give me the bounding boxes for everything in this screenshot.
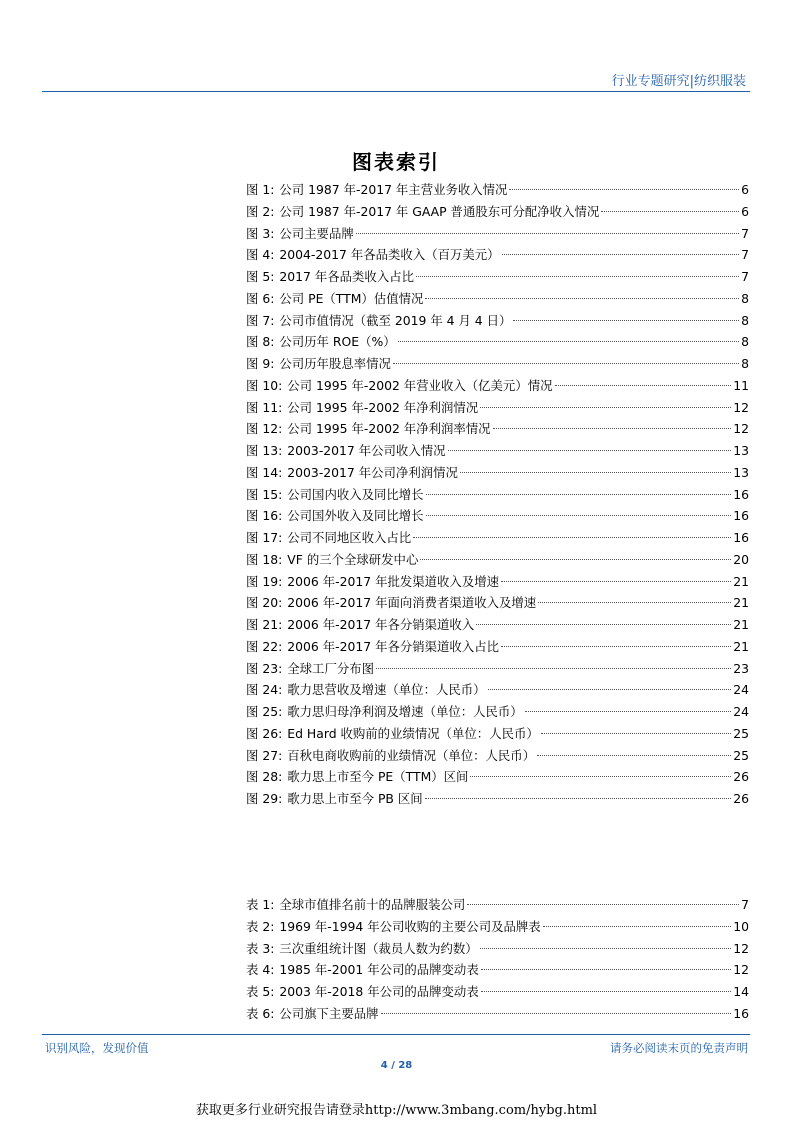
figure-label: 图 17: — [246, 530, 283, 545]
dot-leader — [356, 233, 739, 234]
figure-title: 公司历年股息率情况 — [279, 356, 391, 371]
table-title: 1969 年-1994 年公司收购的主要公司及品牌表 — [279, 918, 541, 934]
dot-leader — [480, 948, 732, 949]
table-label: 表 3: — [246, 940, 275, 956]
figure-label: 图 8: — [246, 334, 275, 350]
table-title: 2003 年-2018 年公司的品牌变动表 — [279, 984, 479, 999]
figure-entry[interactable] — [246, 549, 749, 571]
figure-title: 公司市值情况（截至 2019 年 4 月 4 日） — [279, 312, 512, 328]
figure-page-number: 13 — [733, 443, 749, 458]
dot-leader — [476, 624, 731, 625]
figure-entry[interactable] — [246, 462, 749, 484]
figure-page-number: 25 — [733, 725, 749, 741]
dot-leader — [398, 341, 739, 342]
table-page-number: 12 — [733, 962, 749, 978]
dot-leader — [543, 926, 732, 927]
figure-entry[interactable] — [246, 484, 749, 506]
figure-page-number: 8 — [741, 312, 749, 328]
figure-title: 百秋电商收购前的业绩情况（单位：人民币） — [287, 747, 536, 763]
figure-title: 公司 1987 年-2017 年主营业务收入情况 — [279, 182, 508, 197]
figure-title: 公司不同地区收入占比 — [287, 530, 412, 545]
figure-page-number: 16 — [733, 508, 749, 524]
figure-entry[interactable] — [246, 375, 749, 397]
figure-title: 全球工厂分布图 — [287, 660, 375, 676]
figure-title: 公司 1995 年-2002 年净利润率情况 — [287, 421, 491, 437]
figure-index-list — [246, 179, 749, 810]
figure-page-number: 7 — [741, 269, 749, 284]
table-label: 表 5: — [246, 984, 275, 999]
figure-entry[interactable] — [246, 571, 749, 593]
table-entry[interactable] — [246, 981, 749, 1003]
table-title: 全球市值排名前十的品牌服装公司 — [279, 897, 466, 912]
figure-label: 图 26: — [246, 725, 283, 741]
table-title: 1985 年-2001 年公司的品牌变动表 — [279, 962, 479, 978]
promo-link[interactable]: 获取更多行业研究报告请登录http://www.3mbang.com/hybg.html — [195, 1103, 598, 1118]
dot-leader — [425, 298, 739, 299]
dot-leader — [481, 991, 732, 992]
table-label: 表 4: — [246, 962, 275, 978]
report-category: 行业专题研究|纺织服装 — [611, 74, 746, 89]
dot-leader — [537, 755, 731, 756]
figure-title: 2003-2017 年公司收入情况 — [287, 443, 446, 458]
dot-leader — [426, 515, 732, 516]
figure-page-number: 12 — [733, 421, 749, 437]
figure-entry[interactable] — [246, 418, 749, 440]
footer-slogan: 识别风险，发现价值 — [45, 1041, 149, 1055]
figure-entry[interactable] — [246, 505, 749, 527]
figure-title: 2006 年-2017 年各分销渠道收入 — [287, 617, 475, 632]
figure-label: 图 10: — [246, 377, 283, 393]
dot-leader — [493, 428, 732, 429]
figure-page-number: 11 — [733, 377, 749, 393]
figure-entry[interactable] — [246, 701, 749, 723]
figure-title: 2006 年-2017 年批发渠道收入及增速 — [287, 573, 499, 589]
dot-leader — [501, 646, 731, 647]
figure-title: 歌力思上市至今 PB 区间 — [287, 791, 423, 806]
figure-page-number: 26 — [733, 791, 749, 806]
dot-leader — [448, 450, 732, 451]
figure-entry[interactable] — [246, 592, 749, 614]
figure-label: 图 7: — [246, 312, 275, 328]
figure-title: 公司 1987 年-2017 年 GAAP 普通股东可分配净收入情况 — [279, 203, 600, 219]
figure-entry[interactable] — [246, 331, 749, 353]
figure-page-number: 6 — [741, 182, 749, 197]
figure-entry[interactable] — [246, 745, 749, 767]
figure-title: 2003-2017 年公司净利润情况 — [287, 464, 458, 480]
table-page-number: 16 — [733, 1005, 749, 1021]
dot-leader — [501, 581, 731, 582]
figure-entry[interactable] — [246, 679, 749, 701]
figure-page-number: 13 — [733, 464, 749, 480]
page-title: 图表索引 — [352, 150, 440, 174]
dot-leader — [470, 776, 731, 777]
figure-entry[interactable] — [246, 440, 749, 462]
figure-label: 图 23: — [246, 660, 283, 676]
footer-divider — [42, 1034, 750, 1035]
figure-page-number: 21 — [733, 595, 749, 611]
figure-page-number: 21 — [733, 638, 749, 654]
figure-label: 图 2: — [246, 203, 275, 219]
figure-label: 图 14: — [246, 464, 283, 480]
figure-entry[interactable] — [246, 201, 749, 223]
dot-leader — [376, 668, 731, 669]
table-page-number: 14 — [733, 984, 749, 999]
dot-leader — [460, 472, 731, 473]
figure-page-number: 8 — [741, 356, 749, 371]
figure-label: 图 21: — [246, 617, 283, 632]
figure-page-number: 7 — [741, 225, 749, 241]
figure-entry[interactable] — [246, 266, 749, 288]
figure-title: Ed Hard 收购前的业绩情况（单位：人民币） — [287, 725, 539, 741]
figure-title: 2004-2017 年各品类收入（百万美元） — [279, 247, 500, 263]
figure-entry[interactable] — [246, 614, 749, 636]
figure-entry[interactable] — [246, 723, 749, 745]
dot-leader — [513, 320, 739, 321]
figure-page-number: 24 — [733, 682, 749, 698]
table-index-list — [246, 894, 749, 1025]
figure-entry[interactable] — [246, 179, 749, 201]
dot-leader — [541, 733, 731, 734]
figure-label: 图 6: — [246, 290, 275, 306]
figure-title: 歌力思营收及增速（单位：人民币） — [287, 682, 486, 698]
table-entry[interactable] — [246, 916, 749, 938]
figure-title: 2006 年-2017 年面向消费者渠道收入及增速 — [287, 595, 537, 611]
figure-page-number: 6 — [741, 203, 749, 219]
figure-entry[interactable] — [246, 527, 749, 549]
dot-leader — [509, 189, 739, 190]
figure-title: VF 的三个全球研发中心 — [287, 551, 419, 567]
dot-leader — [525, 711, 732, 712]
figure-label: 图 25: — [246, 704, 283, 719]
dot-leader — [488, 689, 732, 690]
table-page-number: 10 — [733, 918, 749, 934]
figure-label: 图 24: — [246, 682, 283, 698]
figure-entry[interactable] — [246, 658, 749, 680]
table-label: 表 1: — [246, 897, 275, 912]
figure-title: 2017 年各品类收入占比 — [279, 269, 414, 284]
figure-entry[interactable] — [246, 310, 749, 332]
figure-title: 歌力思上市至今 PE（TTM）区间 — [287, 769, 469, 785]
dot-leader — [381, 1013, 732, 1014]
figure-entry[interactable] — [246, 223, 749, 245]
figure-entry[interactable] — [246, 766, 749, 788]
figure-label: 图 12: — [246, 421, 283, 437]
figure-title: 公司主要品牌 — [279, 225, 354, 241]
figure-entry[interactable] — [246, 244, 749, 266]
figure-title: 公司 1995 年-2002 年营业收入（亿美元）情况 — [287, 377, 553, 393]
figure-label: 图 11: — [246, 399, 283, 415]
dot-leader — [425, 798, 732, 799]
table-page-number: 12 — [733, 940, 749, 956]
page-number: 4 / 28 — [380, 1060, 413, 1071]
figure-entry[interactable] — [246, 353, 749, 375]
figure-page-number: 8 — [741, 334, 749, 350]
figure-page-number: 12 — [733, 399, 749, 415]
figure-title: 歌力思归母净利润及增速（单位：人民币） — [287, 704, 523, 719]
figure-label: 图 13: — [246, 443, 283, 458]
figure-title: 公司历年 ROE（%） — [279, 334, 396, 350]
figure-page-number: 21 — [733, 617, 749, 632]
figure-page-number: 26 — [733, 769, 749, 785]
figure-entry[interactable] — [246, 288, 749, 310]
figure-page-number: 8 — [741, 290, 749, 306]
figure-label: 图 28: — [246, 769, 283, 785]
figure-label: 图 16: — [246, 508, 283, 524]
figure-label: 图 27: — [246, 747, 283, 763]
table-title: 公司旗下主要品牌 — [279, 1005, 379, 1021]
figure-title: 公司 1995 年-2002 年净利润情况 — [287, 399, 479, 415]
figure-title: 公司国内收入及同比增长 — [287, 486, 424, 502]
table-label: 表 2: — [246, 918, 275, 934]
table-page-number: 7 — [741, 897, 749, 912]
figure-label: 图 9: — [246, 356, 275, 371]
dot-leader — [538, 602, 731, 603]
dot-leader — [601, 211, 739, 212]
figure-entry[interactable] — [246, 788, 749, 810]
dot-leader — [393, 363, 739, 364]
figure-label: 图 4: — [246, 247, 275, 263]
figure-entry[interactable] — [246, 397, 749, 419]
figure-page-number: 7 — [741, 247, 749, 263]
figure-label: 图 19: — [246, 573, 283, 589]
figure-label: 图 18: — [246, 551, 283, 567]
table-title: 三次重组统计图（裁员人数为约数） — [279, 940, 478, 956]
table-entry[interactable] — [246, 959, 749, 981]
figure-page-number: 24 — [733, 704, 749, 719]
figure-page-number: 25 — [733, 747, 749, 763]
figure-label: 图 20: — [246, 595, 283, 611]
dot-leader — [413, 537, 731, 538]
figure-label: 图 5: — [246, 269, 275, 284]
figure-title: 2006 年-2017 年各分销渠道收入占比 — [287, 638, 499, 654]
dot-leader — [555, 385, 732, 386]
dot-leader — [426, 494, 732, 495]
table-entry[interactable] — [246, 938, 749, 960]
header-divider — [42, 91, 750, 92]
figure-title: 公司国外收入及同比增长 — [287, 508, 424, 524]
figure-label: 图 3: — [246, 225, 275, 241]
figure-label: 图 22: — [246, 638, 283, 654]
dot-leader — [480, 407, 731, 408]
figure-page-number: 16 — [733, 530, 749, 545]
table-entry[interactable] — [246, 894, 749, 916]
figure-page-number: 20 — [733, 551, 749, 567]
table-label: 表 6: — [246, 1005, 275, 1021]
figure-label: 图 29: — [246, 791, 283, 806]
dot-leader — [467, 904, 739, 905]
figure-label: 图 15: — [246, 486, 283, 502]
dot-leader — [420, 559, 731, 560]
figure-title: 公司 PE（TTM）估值情况 — [279, 290, 424, 306]
dot-leader — [416, 276, 739, 277]
figure-page-number: 16 — [733, 486, 749, 502]
dot-leader — [481, 969, 732, 970]
footer-disclaimer-note: 请务必阅读末页的免责声明 — [610, 1041, 748, 1055]
figure-page-number: 21 — [733, 573, 749, 589]
figure-entry[interactable] — [246, 636, 749, 658]
figure-label: 图 1: — [246, 182, 275, 197]
figure-page-number: 23 — [733, 660, 749, 676]
dot-leader — [502, 254, 740, 255]
table-entry[interactable] — [246, 1003, 749, 1025]
